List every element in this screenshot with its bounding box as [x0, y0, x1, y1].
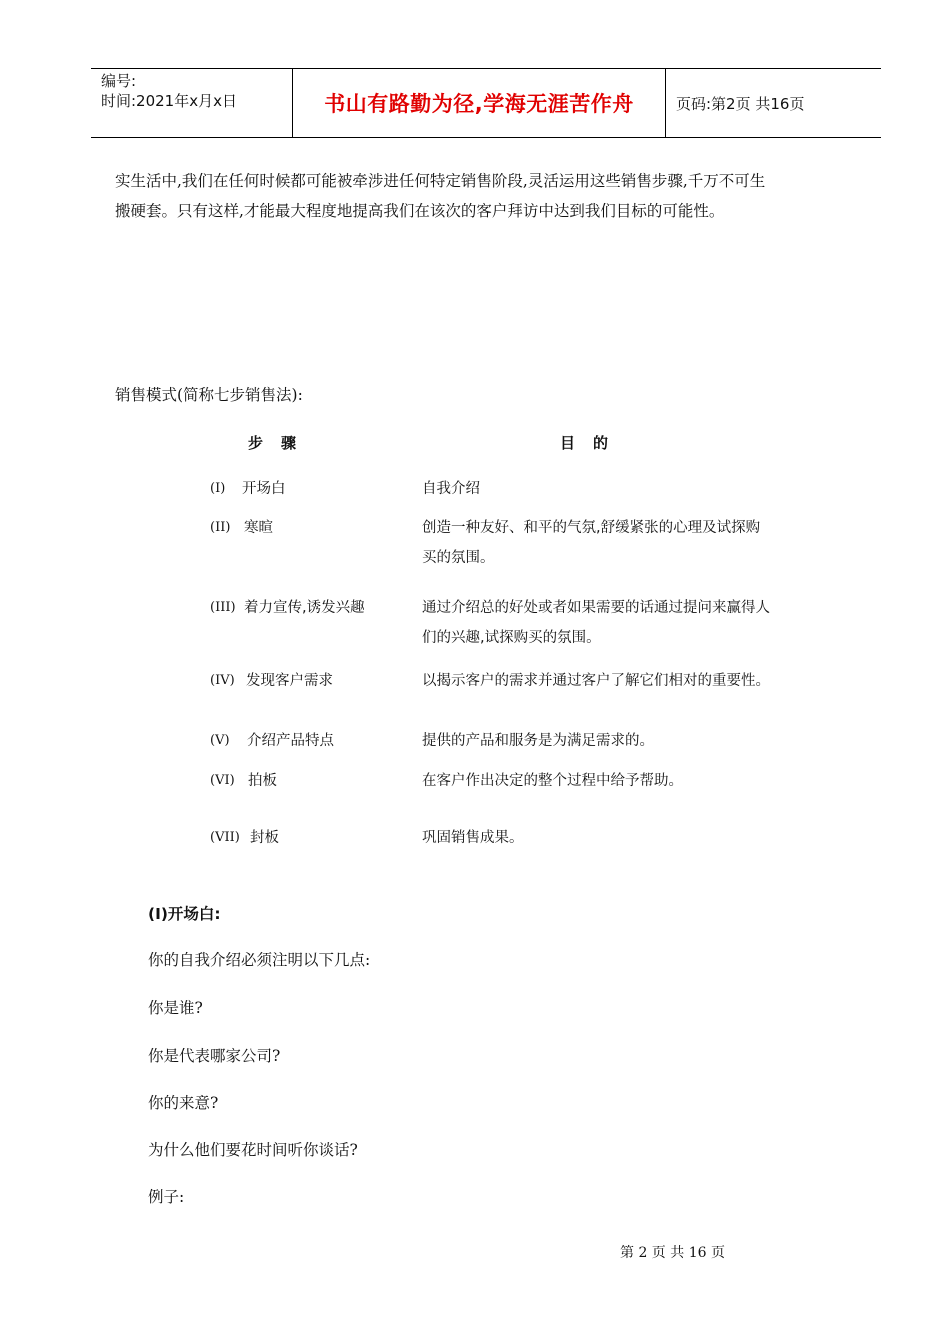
- step-name: 封板: [250, 830, 279, 846]
- intro-line: 实生活中,我们在任何时候都可能被牵涉进任何特定销售阶段,灵活运用这些销售步骤,千万不可生: [115, 172, 766, 190]
- time-label: 时间:2021年x月x日: [101, 92, 237, 110]
- step-number: (IV): [210, 673, 235, 688]
- step-name: 发现客户需求: [246, 673, 333, 689]
- section-title: (I)开场白:: [148, 905, 221, 923]
- step-number: (V): [210, 733, 230, 748]
- sales-mode-title: 销售模式(简称七步销售法):: [115, 386, 303, 404]
- step-goal: 通过介绍总的好处或者如果需要的话通过提问来赢得人们的兴趣,试探购买的氛围。: [422, 600, 770, 646]
- step-goal: 巩固销售成果。: [422, 830, 524, 846]
- step-goal: 在客户作出决定的整个过程中给予帮助。: [422, 773, 683, 789]
- section-line: 你是代表哪家公司?: [148, 1047, 281, 1065]
- step-name: 着力宣传,诱发兴趣: [244, 600, 365, 616]
- document-header: [91, 68, 881, 138]
- step-number: (VI): [210, 773, 235, 788]
- column-header-goal: 目的: [560, 434, 627, 452]
- header-meta: [101, 71, 237, 111]
- step-name: 寒暄: [244, 520, 273, 536]
- page-footer: 第 2 页 共 16 页: [620, 1245, 725, 1261]
- step-number: (VII): [210, 830, 240, 845]
- step-number: (I): [210, 481, 226, 496]
- step-goal: 提供的产品和服务是为满足需求的。: [422, 733, 654, 749]
- number-label: 编号:: [101, 72, 137, 90]
- section-line: 为什么他们要花时间听你谈话?: [148, 1141, 358, 1159]
- step-number: (II): [210, 520, 231, 535]
- header-motto: 书山有路勤为径,学海无涯苦作舟: [324, 92, 634, 116]
- intro-line: 搬硬套。只有这样,才能最大程度地提高我们在该次的客户拜访中达到我们目标的可能性。: [115, 202, 725, 220]
- step-name: 开场白: [242, 481, 286, 497]
- step-name: 拍板: [248, 773, 277, 789]
- step-number: (III): [210, 600, 236, 615]
- column-header-step: 步骤: [248, 434, 315, 452]
- step-goal: 自我介绍: [422, 481, 480, 497]
- section-line: 你的来意?: [148, 1094, 219, 1112]
- intro-paragraph: [115, 166, 860, 226]
- step-goal: 创造一种友好、和平的气氛,舒缓紧张的心理及试探购买的氛围。: [422, 520, 761, 566]
- step-goal: 以揭示客户的需求并通过客户了解它们相对的重要性。: [422, 673, 770, 689]
- header-page-info: 页码:第2页 共16页: [676, 94, 805, 113]
- header-divider: [665, 69, 666, 137]
- section-line: 你的自我介绍必须注明以下几点:: [148, 951, 371, 969]
- step-name: 介绍产品特点: [247, 733, 334, 749]
- section-line: 例子:: [148, 1188, 185, 1206]
- section-line: 你是谁?: [148, 999, 203, 1017]
